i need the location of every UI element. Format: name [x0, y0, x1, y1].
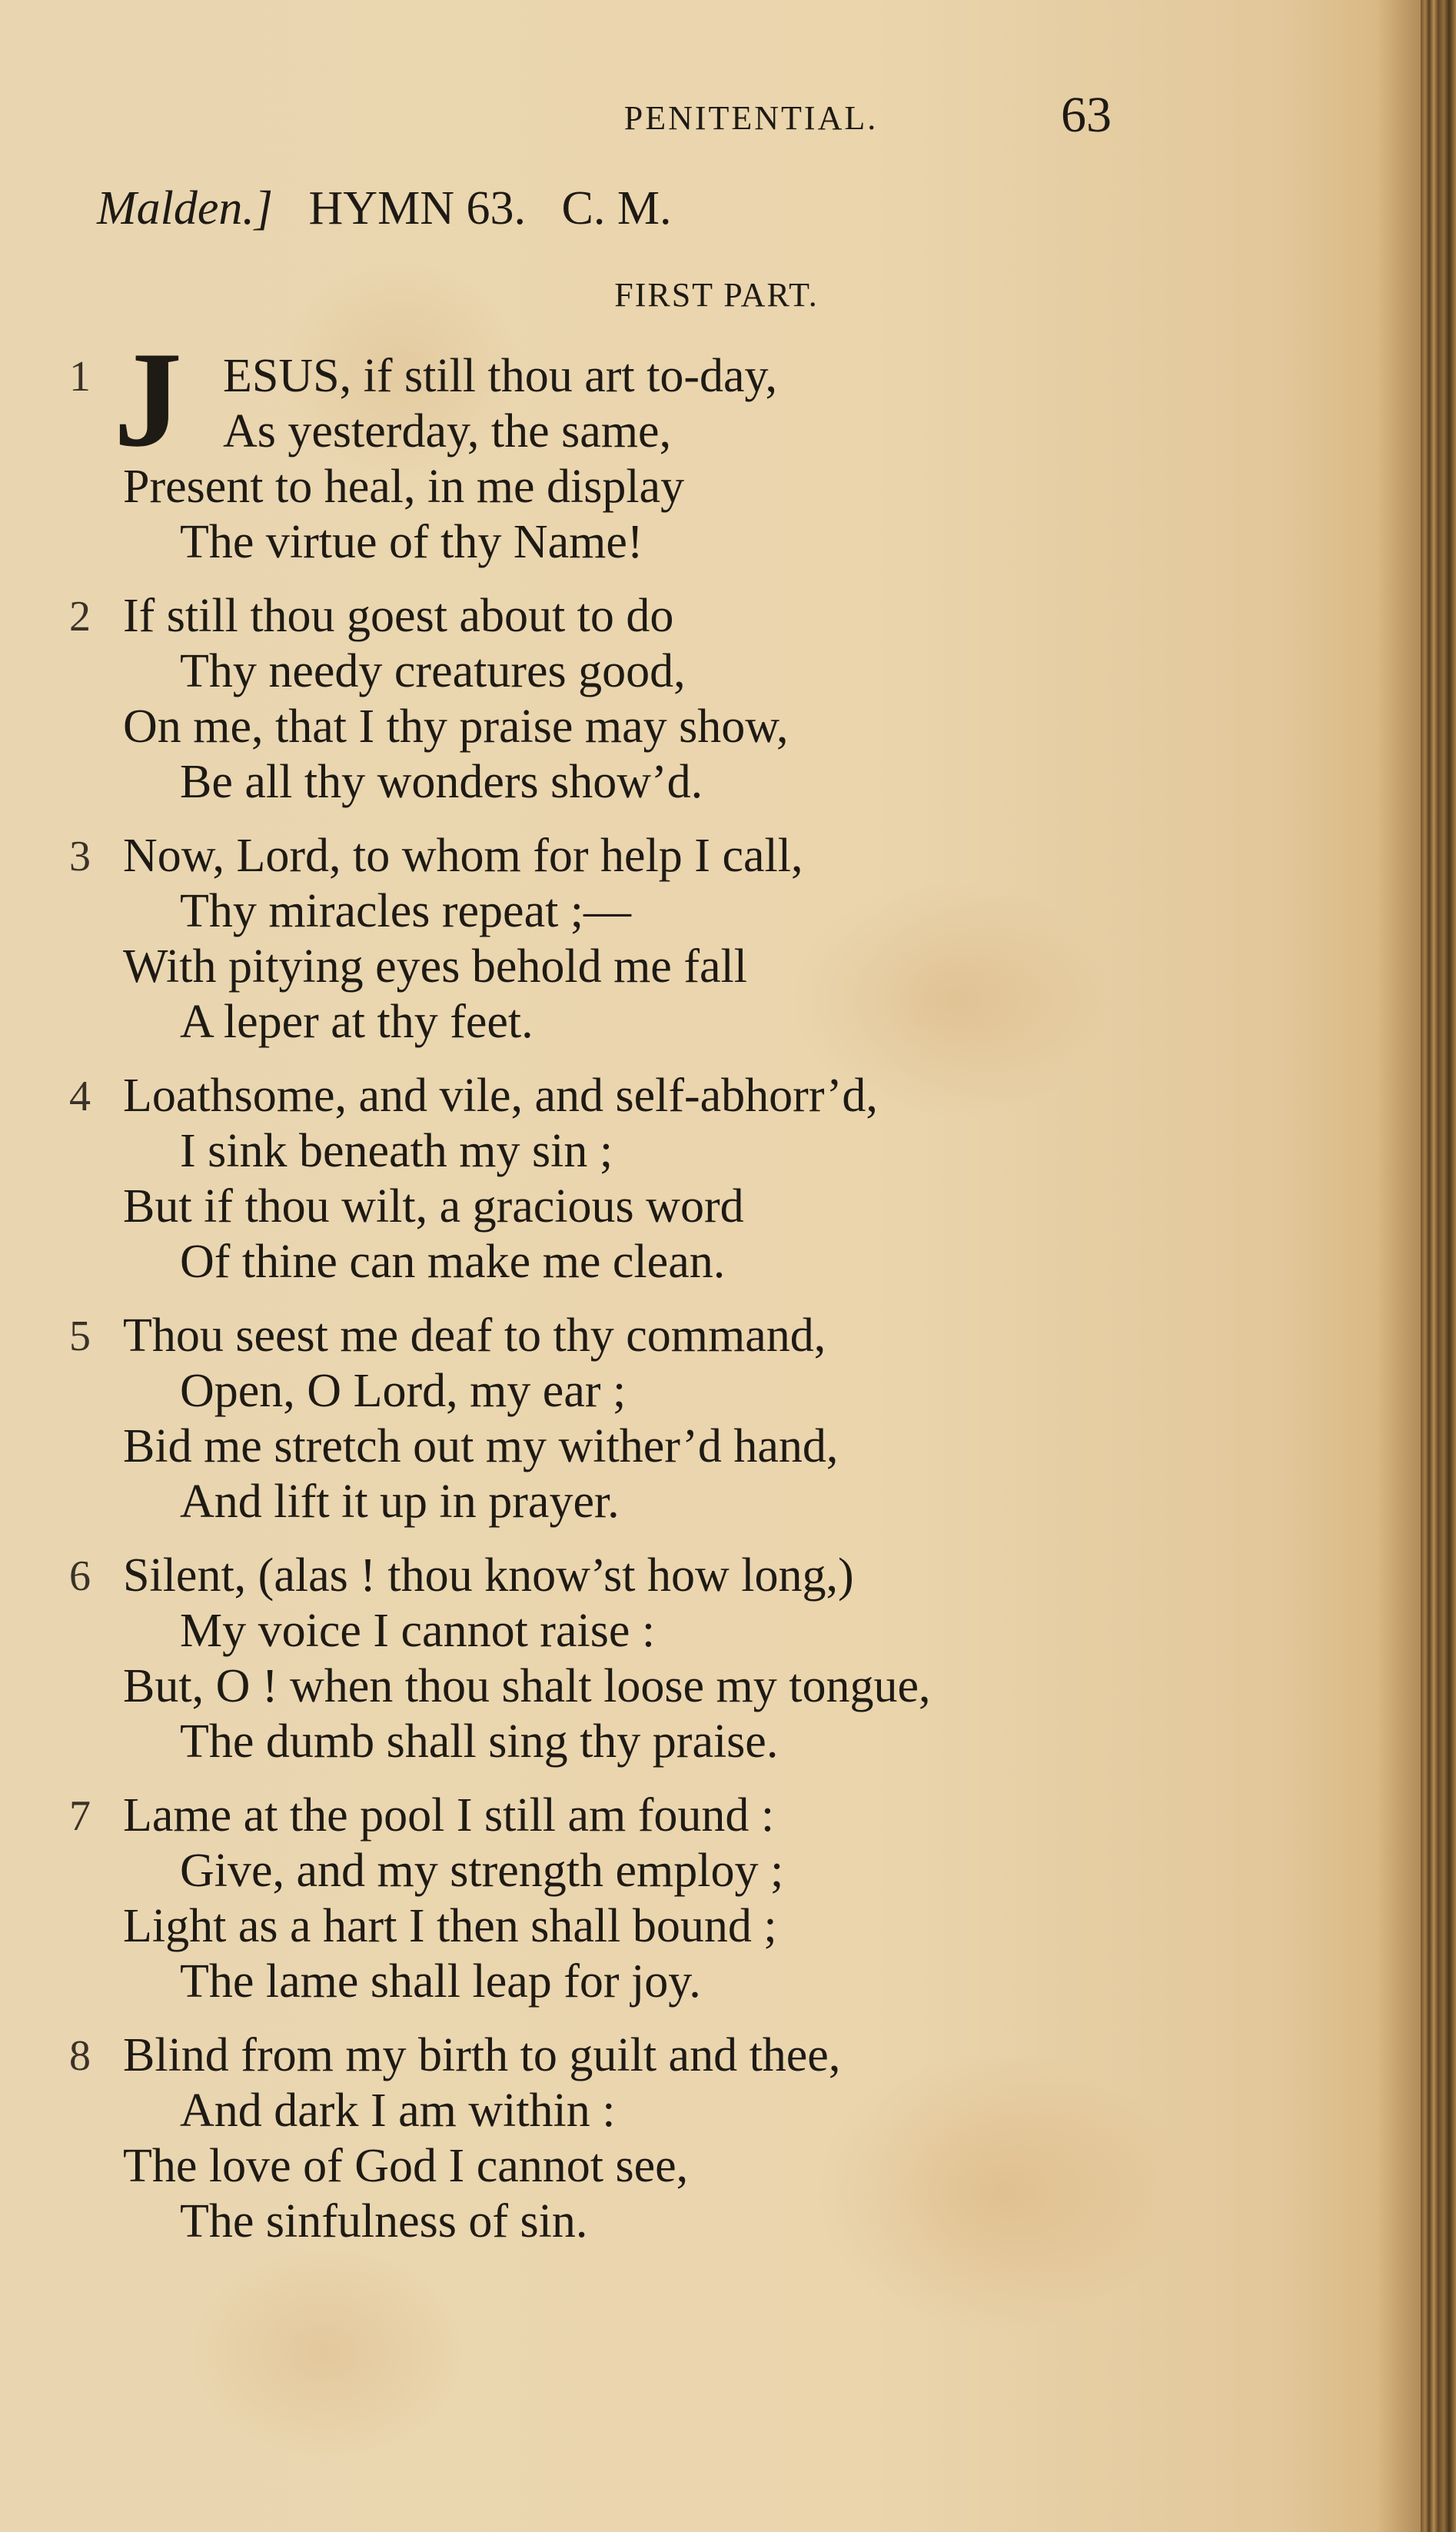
verse-line: The virtue of thy Name!	[180, 516, 643, 568]
stanza-number: 3	[69, 833, 91, 880]
verse-line: On me, that I thy praise may show,	[123, 700, 789, 753]
verse-line: Be all thy wonders show’d.	[180, 756, 703, 808]
stanza-number: 7	[69, 1792, 91, 1840]
verse-line: Lame at the pool I still am found :	[123, 1789, 775, 1842]
verse-line: And dark I am within :	[180, 2084, 616, 2137]
verse-line: And lift it up in prayer.	[180, 1476, 620, 1528]
verse-line: My voice I cannot raise :	[180, 1605, 656, 1657]
verse-line: The sinfulness of sin.	[180, 2195, 588, 2248]
book-spine-edge	[1421, 0, 1456, 2532]
verse-line: Thy needy creatures good,	[180, 645, 686, 697]
hymn-title-text: HYMN 63. C. M.	[308, 182, 672, 235]
verse-line: Give, and my strength employ ;	[180, 1845, 784, 1897]
verse-line: But if thou wilt, a gracious word	[123, 1180, 744, 1233]
verse-line: A leper at thy feet.	[180, 996, 534, 1048]
verse-line: Silent, (alas ! thou know’st how long,)	[123, 1549, 854, 1602]
verse-line: The dumb shall sing thy praise.	[180, 1715, 779, 1768]
verse-line: Now, Lord, to whom for help I call,	[123, 830, 803, 882]
verse-line: But, O ! when thou shalt loose my tongue,	[123, 1660, 931, 1712]
verse-line: Thy miracles repeat ;—	[180, 885, 632, 937]
verse-line: Of thine can make me clean.	[180, 1236, 726, 1288]
verse-line: I sink beneath my sin ;	[180, 1125, 613, 1177]
verse-line: Blind from my birth to guilt and thee,	[123, 2029, 841, 2081]
page-number: 63	[1061, 87, 1112, 143]
drop-cap: J	[114, 323, 182, 475]
hymn-heading	[97, 181, 671, 236]
hymn-title	[285, 182, 672, 235]
verse-line: The love of God I cannot see,	[123, 2140, 689, 2192]
stanza-number: 2	[69, 593, 91, 640]
verse-line: The lame shall leap for joy.	[180, 1955, 701, 2008]
gutter-shadow	[1376, 0, 1421, 2532]
verse-line: As yesterday, the same,	[223, 405, 672, 457]
verse-line: If still thou goest about to do	[123, 590, 674, 642]
verse-line: Bid me stretch out my wither’d hand,	[123, 1420, 839, 1472]
stanza-number: 8	[69, 2032, 91, 2080]
stanza-number: 4	[69, 1073, 91, 1120]
verse-line: Present to heal, in me display	[123, 461, 685, 513]
verse-line: Thou seest me deaf to thy command,	[123, 1309, 826, 1362]
verse-line: With pitying eyes behold me fall	[123, 940, 747, 993]
tune-name: Malden.]	[97, 182, 274, 235]
verse-line: ESUS, if still thou art to-day,	[223, 350, 777, 402]
verse-line: Light as a hart I then shall bound ;	[123, 1900, 777, 1952]
part-label: FIRST PART.	[614, 276, 819, 314]
verse-line: Loathsome, and vile, and self-abhorr’d,	[123, 1070, 878, 1122]
running-header: PENITENTIAL.	[623, 99, 879, 137]
stanza-number: 6	[69, 1552, 91, 1600]
verse-line: Open, O Lord, my ear ;	[180, 1365, 627, 1417]
stanza-number: 1	[69, 353, 91, 401]
stanza-number: 5	[69, 1313, 91, 1360]
